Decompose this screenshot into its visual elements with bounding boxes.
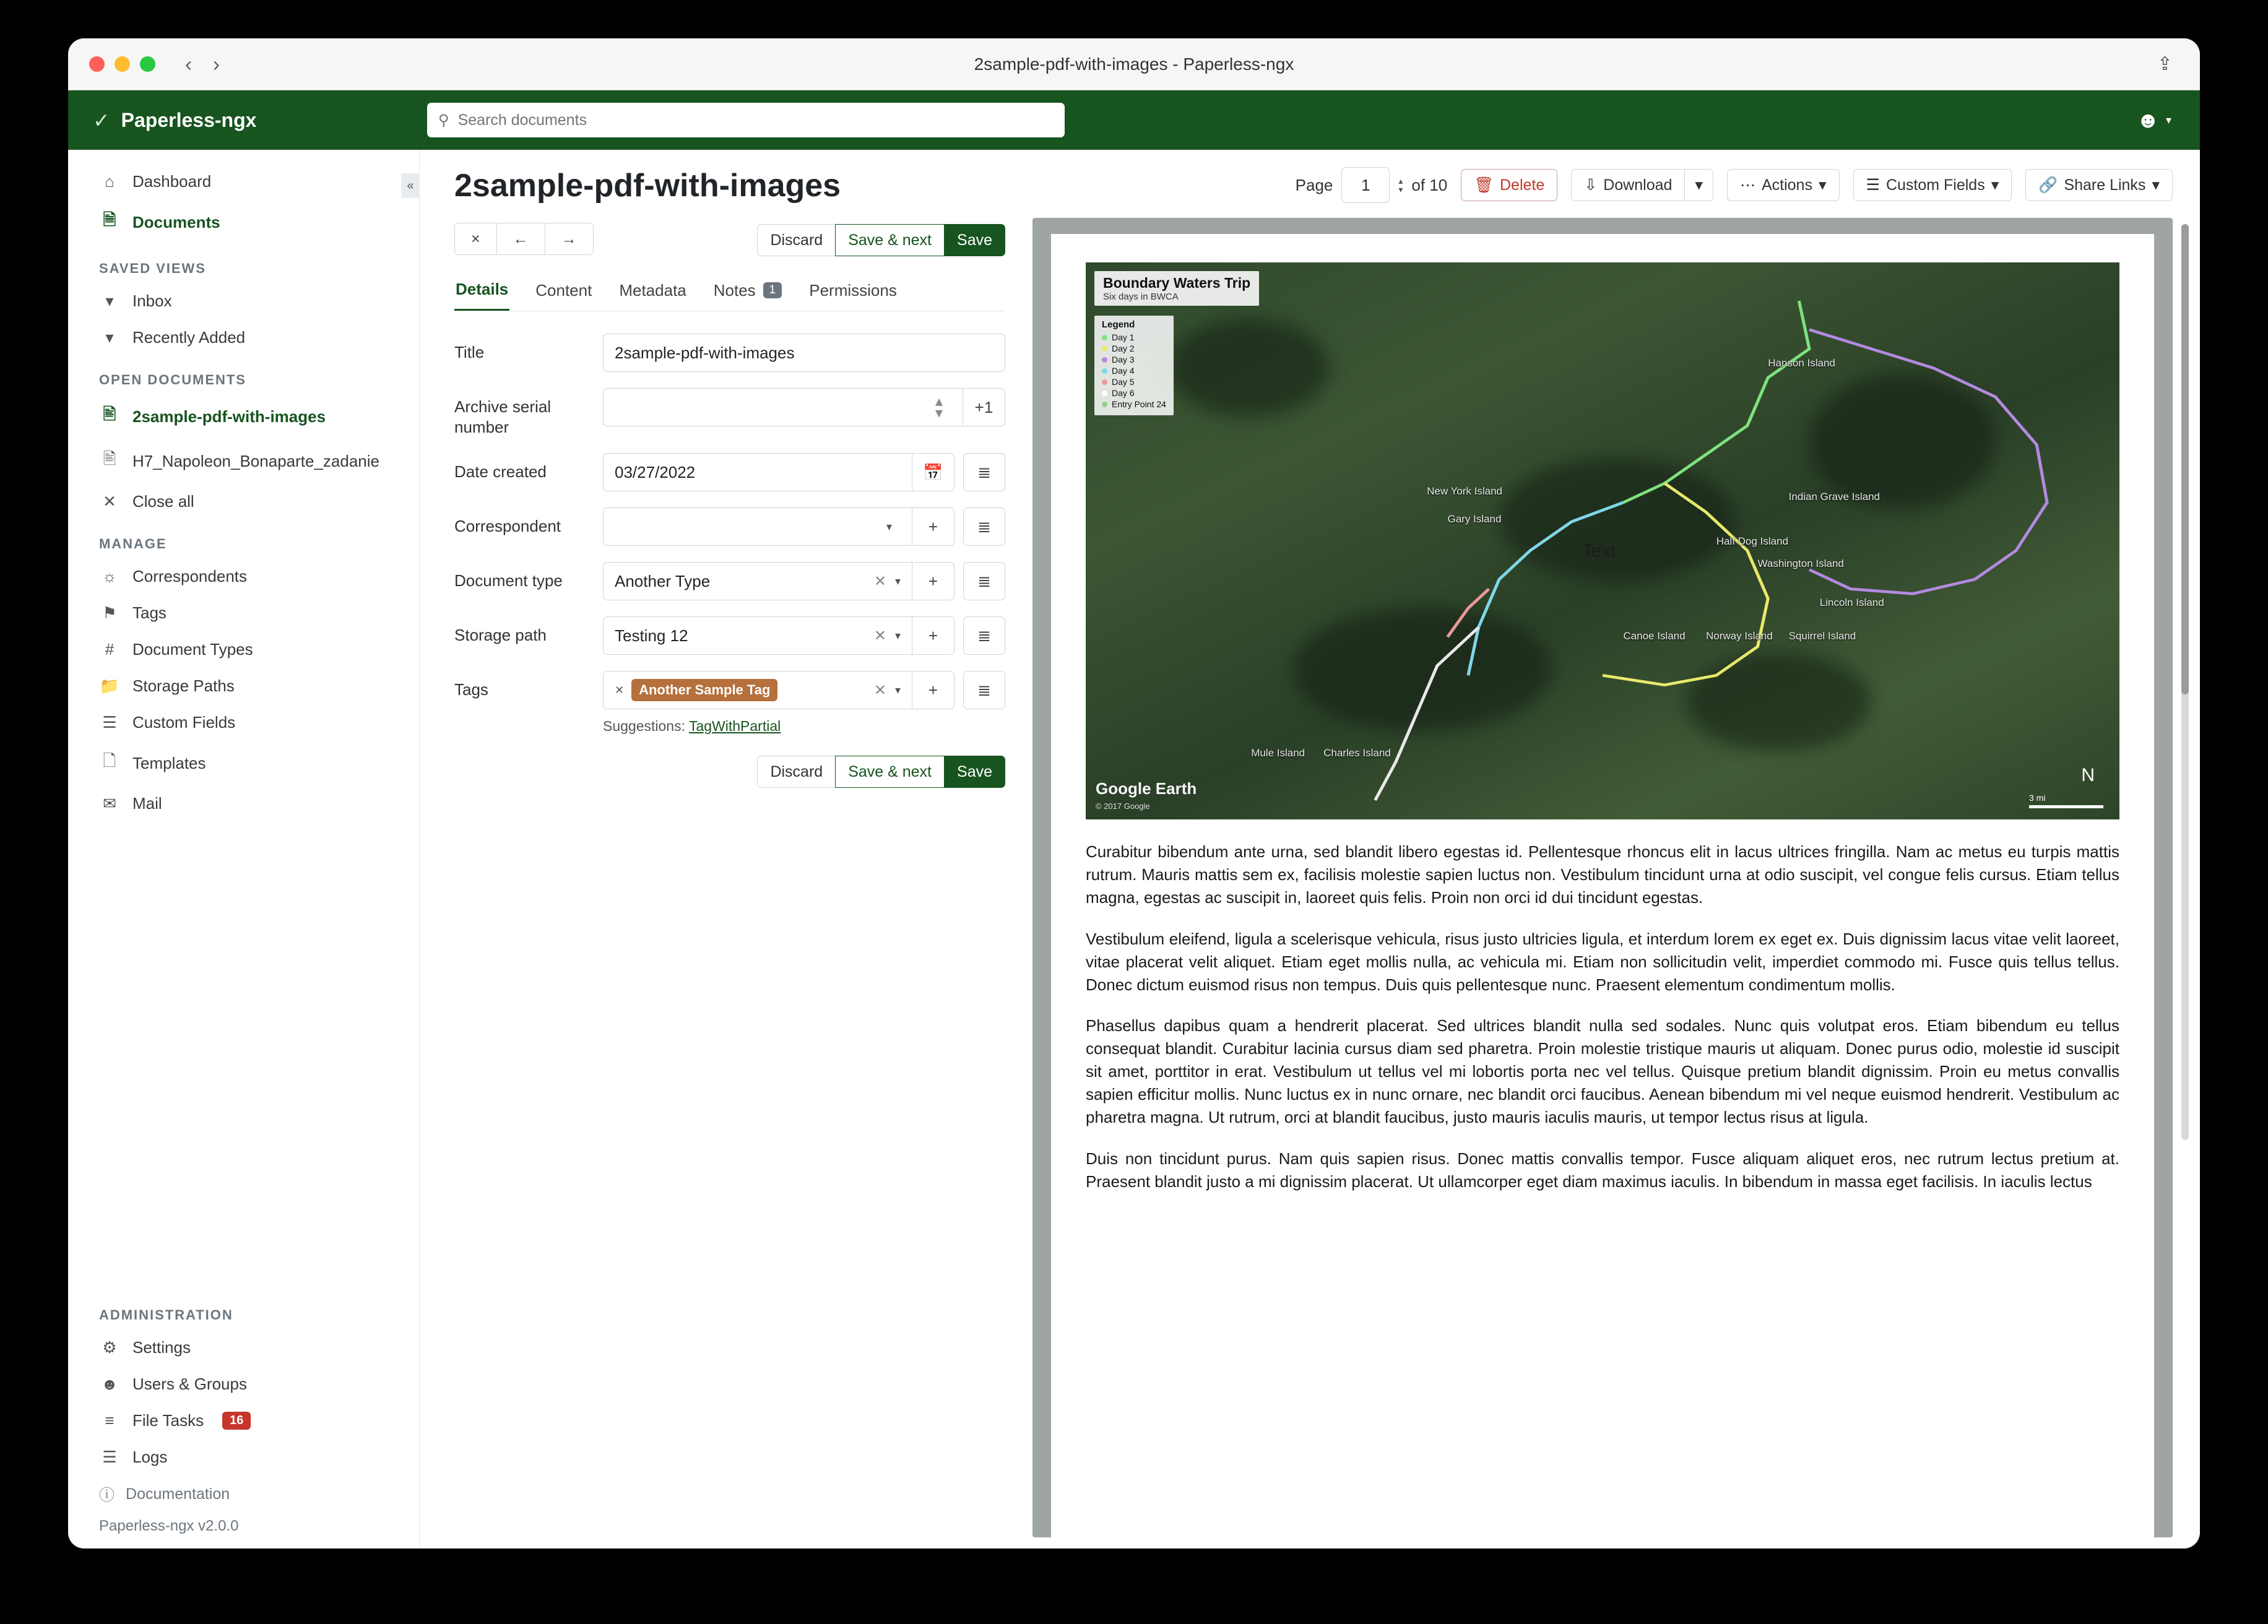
storage-path-select[interactable] xyxy=(603,616,912,655)
field-row-document-type xyxy=(454,562,1005,600)
page-value: 1 xyxy=(1361,175,1370,194)
sidebar-item-templates[interactable] xyxy=(68,741,419,785)
person-icon: ☼ xyxy=(102,567,117,585)
close-document-button[interactable]: × xyxy=(454,223,496,255)
sidebar-item-close-all[interactable] xyxy=(68,483,419,520)
document-detail-pane xyxy=(420,150,1032,1548)
file-text-icon: 🖹 xyxy=(103,449,116,468)
sidebar-section-saved-views: SAVED VIEWS xyxy=(99,261,206,276)
save-button-bottom[interactable]: Save xyxy=(944,756,1005,788)
map-place-label: Norway Island xyxy=(1706,630,1773,642)
app-window xyxy=(68,38,2200,1548)
sidebar-section-open-documents: OPEN DOCUMENTS xyxy=(99,372,246,387)
storage-path-value: Testing 12 xyxy=(615,626,688,645)
sidebar-item-label: Dashboard xyxy=(132,172,212,191)
sidebar-footer xyxy=(68,1291,419,1548)
tag-icon: ⚑ xyxy=(102,603,117,622)
legend-label: Day 5 xyxy=(1112,377,1135,387)
tab-permissions[interactable] xyxy=(808,280,898,311)
chevron-down-icon: ▾ xyxy=(1818,176,1827,194)
map-credit: © 2017 Google xyxy=(1096,801,1150,811)
pdf-page xyxy=(1051,234,2154,1537)
page-title: 2sample-pdf-with-images xyxy=(454,168,841,204)
map-place-label: Lincoln Island xyxy=(1819,597,1884,608)
remove-tag-icon[interactable]: ✕ xyxy=(615,683,625,696)
chevron-down-icon[interactable]: ▾ xyxy=(886,520,892,533)
chevron-down-icon[interactable]: ▾ xyxy=(2165,113,2171,126)
map-place-label: Canoe Island xyxy=(1623,630,1686,642)
download-button[interactable] xyxy=(1571,169,1684,201)
field-row-title xyxy=(454,334,1005,372)
forward-icon[interactable]: › xyxy=(213,53,220,76)
save-and-next-button-bottom[interactable]: Save & next xyxy=(835,756,944,788)
document-map-image xyxy=(1086,262,2119,819)
app-header xyxy=(68,90,2200,150)
people-icon: ☻ xyxy=(101,1375,118,1393)
tags-filter-button[interactable]: ≣ xyxy=(963,671,1005,709)
storage-path-label: Storage path xyxy=(454,626,547,644)
share-links-label: Share Links xyxy=(2064,176,2146,194)
tab-metadata[interactable] xyxy=(618,280,687,311)
document-type-label: Document type xyxy=(454,571,563,590)
sidebar-item-tags[interactable] xyxy=(68,595,419,631)
calendar-icon[interactable]: 📅 xyxy=(912,453,954,491)
sidebar-item-label: Users & Groups xyxy=(132,1375,247,1393)
sidebar-item-label: Mail xyxy=(132,794,162,813)
chevron-down-icon: ▾ xyxy=(2152,176,2160,194)
tag-chip[interactable]: Another Sample Tag xyxy=(631,679,777,701)
sidebar-item-logs[interactable] xyxy=(68,1439,419,1475)
sidebar-item-label: Inbox xyxy=(132,292,172,310)
map-title: Boundary Waters Trip xyxy=(1103,275,1251,291)
map-place-label: New York Island xyxy=(1427,485,1502,497)
folder-icon: 📁 xyxy=(99,676,120,695)
sidebar-item-custom-fields[interactable] xyxy=(68,704,419,741)
sidebar-item-recently-added[interactable] xyxy=(68,319,419,356)
sidebar-item-label: Correspondents xyxy=(132,567,247,585)
page-input[interactable] xyxy=(1341,167,1390,203)
sidebar-item-label: Tags xyxy=(132,603,167,622)
file-text-icon: 🖹 xyxy=(103,405,116,423)
sidebar-item-label: 2sample-pdf-with-images xyxy=(132,407,326,426)
discard-button[interactable]: Discard xyxy=(757,224,835,256)
tab-label: Content xyxy=(535,280,592,300)
add-correspondent-button[interactable]: + xyxy=(912,508,954,546)
map-place-label: Indian Grave Island xyxy=(1788,491,1881,503)
detail-tabs[interactable] xyxy=(454,280,1005,311)
map-center-text: Text xyxy=(1582,541,1616,561)
chevron-down-icon[interactable]: ▾ xyxy=(894,574,901,587)
page-total: of 10 xyxy=(1411,175,1448,194)
sidebar-item-users-groups[interactable] xyxy=(68,1366,419,1402)
sidebar-collapse-button[interactable]: « xyxy=(401,173,420,198)
date-created-input[interactable] xyxy=(603,453,912,491)
save-bar-bottom[interactable] xyxy=(454,756,1005,788)
x-icon: ✕ xyxy=(103,492,116,511)
number-stepper-icon[interactable]: ▴ ▾ xyxy=(935,392,943,421)
chevron-down-icon[interactable]: ▾ xyxy=(894,683,901,696)
sidebar-item-label: Document Types xyxy=(132,640,253,659)
page-label: Page xyxy=(1295,175,1333,194)
tab-details[interactable] xyxy=(454,280,509,311)
sidebar-item-correspondents[interactable] xyxy=(68,558,419,595)
delete-button[interactable] xyxy=(1461,169,1557,201)
tab-label: Metadata xyxy=(619,280,686,300)
document-paragraph: Phasellus dapibus quam a hendrerit placerat. Sed ultrices blandit nulla sed sodales. Nunc quis volutpat eros. Etiam bibendum eu tellus consequat blandit. Curabitur lacinia cursus diam sed pharetra. Proin molestie tristique mauris ut aliquam. Donec purus odio, molestie id suscipit sit amet, porttitor in erat. Vestibulum ut tellus vel mi lobortis porta nec vel tellus. Quisque pretium blandit dignissim. Proin eu metus convallis sapien efficitur mollis. Nunc luctus ex in nunc ornare, nec blandit orci faucibus. Aenean bibendum mi vel neque euismod hendrerit. Vestibulum ac pharetra magna. Ut rutrum, orci at blandit faucibus, justo mauris iaculis mauris, ut tempor lectus risus at ligula. xyxy=(1086,1016,2119,1127)
sidebar-item-dashboard[interactable] xyxy=(68,163,419,200)
sidebar-item-label: Documents xyxy=(132,212,220,231)
legend-label: Day 3 xyxy=(1112,355,1135,365)
sidebar-item-open-doc-1[interactable] xyxy=(68,394,419,439)
download-label: Download xyxy=(1603,176,1673,194)
document-type-select[interactable] xyxy=(603,562,912,600)
app-body xyxy=(68,150,2200,1548)
page-stepper-icon[interactable]: ▴ ▾ xyxy=(1398,176,1403,194)
clear-tags-icon[interactable]: ✕ xyxy=(873,681,886,699)
map-place-label: Squirrel Island xyxy=(1788,630,1856,642)
back-icon[interactable]: ‹ xyxy=(185,53,192,76)
map-place-label: Mule Island xyxy=(1251,747,1305,759)
tags-select[interactable] xyxy=(603,671,912,709)
suggestions-label: Suggestions: xyxy=(603,718,685,734)
actions-button[interactable] xyxy=(1727,169,1840,201)
sidebar-item-label: Close all xyxy=(132,492,194,511)
feather-logo-icon: ✓ xyxy=(93,108,110,132)
asn-label: Archive serial number xyxy=(454,397,552,436)
user-circle-icon[interactable]: ☻ xyxy=(2136,107,2160,132)
user-menu[interactable] xyxy=(2136,107,2171,133)
funnel-icon: ▾ xyxy=(105,292,114,310)
sidebar-item-label: File Tasks xyxy=(132,1411,204,1430)
document-paragraph: Vestibulum eleifend, ligula a scelerisque vehicula, risus justo ultricies ligula, et interdum lorem ex eget ex. Duis dignissim lacus vitae velit laoreet, vitae placerat velit aliquet. Etiam eget mollis nulla, ac vehicula mi. Etiam non sollicitudin velit, imperdiet commodo mi. Fusce quis tellus tellus. Donec dictum euismod risus non tempus. Duis quis pellentesque nunc. Praesent elementum condimentum mollis. xyxy=(1086,929,2119,994)
terminal-icon: ☰ xyxy=(102,1448,117,1466)
sliders-icon: ☰ xyxy=(1866,176,1880,194)
document-type-filter-button[interactable]: ≣ xyxy=(963,562,1005,600)
add-tag-button[interactable]: + xyxy=(912,671,954,709)
asn-input[interactable] xyxy=(603,388,963,426)
sidebar-item-storage-paths[interactable] xyxy=(68,668,419,704)
download-split-button[interactable] xyxy=(1571,169,1713,201)
clear-document-type-icon[interactable]: ✕ xyxy=(873,572,886,590)
map-subtitle: Six days in BWCA xyxy=(1103,292,1179,302)
funnel-icon: ▾ xyxy=(105,328,114,347)
files-icon: 🗎 xyxy=(103,210,116,229)
document-preview-pane xyxy=(1032,150,2200,1548)
chevron-down-icon[interactable]: ▾ xyxy=(894,629,901,642)
correspondent-select[interactable] xyxy=(603,508,912,546)
sidebar-item-documents[interactable] xyxy=(68,200,419,244)
hash-icon: # xyxy=(105,640,115,659)
notes-count-badge: 1 xyxy=(763,282,782,298)
clear-storage-path-icon[interactable]: ✕ xyxy=(873,627,886,644)
sidebar-item-label: Recently Added xyxy=(132,328,246,347)
gear-icon: ⚙ xyxy=(102,1338,117,1357)
file-earmark-icon: 🗋 xyxy=(103,751,116,770)
title-label: Title xyxy=(454,343,485,361)
share-icon[interactable]: ⇪ xyxy=(2157,54,2173,74)
map-place-label: Hanson Island xyxy=(1768,357,1835,369)
search-input[interactable] xyxy=(458,111,1054,129)
custom-fields-button[interactable] xyxy=(1853,169,2012,201)
link-icon: 🔗 xyxy=(2038,176,2058,194)
map-title-box xyxy=(1094,271,1259,306)
sidebar-item-file-tasks[interactable] xyxy=(68,1402,419,1439)
tag-suggestions xyxy=(603,718,1005,735)
previous-document-button[interactable]: ← xyxy=(496,223,545,255)
sidebar-section-manage: MANAGE xyxy=(99,536,167,551)
sidebar-item-open-doc-2[interactable] xyxy=(68,439,419,483)
scrollbar-thumb[interactable] xyxy=(2181,224,2189,694)
field-row-asn xyxy=(454,388,1005,437)
window-title: 2sample-pdf-with-images - Paperless-ngx xyxy=(974,54,1294,74)
tab-content[interactable] xyxy=(534,280,593,311)
add-storage-path-button[interactable]: + xyxy=(912,616,954,655)
correspondent-label: Correspondent xyxy=(454,517,561,535)
search-icon: ⚲ xyxy=(438,111,449,129)
three-dots-icon: ⋯ xyxy=(1739,176,1755,194)
save-button[interactable]: Save xyxy=(944,224,1005,256)
suggestion-link[interactable]: TagWithPartial xyxy=(688,718,781,734)
tab-label: Permissions xyxy=(809,280,897,300)
add-document-type-button[interactable]: + xyxy=(912,562,954,600)
file-tasks-badge: 16 xyxy=(222,1412,251,1430)
tab-label: Details xyxy=(456,280,509,298)
map-place-label: Washington Island xyxy=(1757,558,1844,569)
storage-path-filter-button[interactable]: ≣ xyxy=(963,616,1005,655)
legend-label: Day 6 xyxy=(1112,388,1135,398)
sidebar-item-label: Settings xyxy=(132,1338,191,1357)
sidebar-item-label: H7_Napoleon_Bonaparte_zadanie xyxy=(132,451,379,470)
map-legend-title: Legend xyxy=(1102,319,1135,330)
save-and-next-button[interactable]: Save & next xyxy=(835,224,944,256)
document-paragraph: Duis non tincidunt purus. Nam quis sapien risus. Donec mattis convallis tempor. Fusce aliquam aliquet eros, nec rutrum lectus pretium at. Praesent blandit justo a mi dignissim placerat. Ut ullamcorper eget diam maximus iaculis. In bibendum in massa eget facilisis. In iaculis lectus xyxy=(1086,1149,2119,1191)
scale-label: 3 mi xyxy=(2029,793,2046,803)
sidebar-item-document-types[interactable] xyxy=(68,631,419,668)
document-type-value: Another Type xyxy=(615,571,711,590)
download-dropdown-toggle[interactable] xyxy=(1684,169,1713,201)
download-icon: ⇩ xyxy=(1584,176,1598,194)
correspondent-filter-button[interactable]: ≣ xyxy=(963,508,1005,546)
sidebar-item-documentation[interactable] xyxy=(68,1475,419,1513)
actions-label: Actions xyxy=(1761,176,1812,194)
brand-name: Paperless-ngx xyxy=(121,108,257,131)
discard-button-bottom[interactable]: Discard xyxy=(757,756,835,788)
map-legend xyxy=(1094,316,1174,415)
brand[interactable] xyxy=(93,108,421,132)
sidebar-item-label: Storage Paths xyxy=(132,676,235,695)
next-document-button[interactable]: → xyxy=(545,223,594,255)
field-row-storage-path xyxy=(454,616,1005,655)
title-value: 2sample-pdf-with-images xyxy=(615,343,795,362)
custom-fields-label: Custom Fields xyxy=(1885,176,1985,194)
date-created-filter-button[interactable]: ≣ xyxy=(963,453,1005,491)
field-row-date-created xyxy=(454,453,1005,491)
sidebar-item-mail[interactable] xyxy=(68,785,419,822)
field-row-correspondent xyxy=(454,508,1005,546)
tab-notes[interactable] xyxy=(712,280,784,311)
pdf-viewer[interactable] xyxy=(1032,218,2173,1537)
question-circle-icon: ⓘ xyxy=(99,1487,115,1504)
sidebar-item-label: Templates xyxy=(132,753,206,772)
legend-label: Entry Point 24 xyxy=(1112,399,1166,409)
asn-autofill-button[interactable]: +1 xyxy=(963,388,1005,426)
date-created-value: 03/27/2022 xyxy=(615,462,696,482)
sidebar-item-inbox[interactable] xyxy=(68,283,419,319)
date-created-label: Date created xyxy=(454,462,547,481)
delete-label: Delete xyxy=(1500,176,1545,194)
legend-label: Day 1 xyxy=(1112,332,1135,342)
tab-label: Notes xyxy=(713,280,756,300)
compass-icon: N xyxy=(2081,765,2095,785)
legend-label: Day 4 xyxy=(1112,366,1135,376)
chevron-down-icon: ▾ xyxy=(1991,176,1999,194)
share-links-button[interactable] xyxy=(2025,169,2173,201)
window-titlebar xyxy=(68,38,2200,90)
chevron-down-icon: ▾ xyxy=(1695,176,1703,194)
tags-label: Tags xyxy=(454,680,488,699)
sidebar-item-settings[interactable] xyxy=(68,1329,419,1366)
google-earth-logo: Google Earth xyxy=(1096,779,1197,798)
sidebar-section-administration: ADMINISTRATION xyxy=(99,1307,233,1323)
map-place-label: Half Dog Island xyxy=(1716,535,1788,547)
preview-toolbar xyxy=(1032,167,2173,203)
field-row-tags xyxy=(454,671,1005,709)
sidebar-item-label: Custom Fields xyxy=(132,713,236,732)
sidebar xyxy=(68,150,420,1548)
search-box[interactable] xyxy=(427,103,1065,137)
map-place-label: Charles Island xyxy=(1323,747,1391,759)
sidebar-item-label: Logs xyxy=(132,1448,168,1466)
version-label: Paperless-ngx v2.0.0 xyxy=(99,1518,239,1534)
trash-icon: 🗑 xyxy=(1474,176,1494,194)
page-navigator[interactable] xyxy=(1296,167,1448,203)
house-icon: ⌂ xyxy=(105,172,115,191)
title-input[interactable] xyxy=(603,334,1005,372)
sliders-icon: ☰ xyxy=(102,713,117,732)
documentation-label: Documentation xyxy=(126,1485,230,1503)
preview-scrollbar[interactable] xyxy=(2181,224,2189,1140)
legend-label: Day 2 xyxy=(1112,343,1135,353)
envelope-icon: ✉ xyxy=(103,794,116,813)
map-scalebar xyxy=(2029,793,2103,808)
list-task-icon: ≡ xyxy=(105,1411,115,1430)
document-paragraph: Curabitur bibendum ante urna, sed blandit libero egestas id. Pellentesque rhoncus elit in lacus ultrices fringilla. Nam ac metus eu turpis mattis rutrum. Mauris mattis sem ex, facilisis molestie sapien luctus non. Vestibulum tincidunt urna at odio suscipit, vel congue felis cursus. Etiam tellus magna, egestas ac suscipit in, laoreet quis felis. Proin non orci id dui tincidunt egestas. xyxy=(1086,842,2119,907)
map-place-label: Gary Island xyxy=(1447,513,1502,525)
